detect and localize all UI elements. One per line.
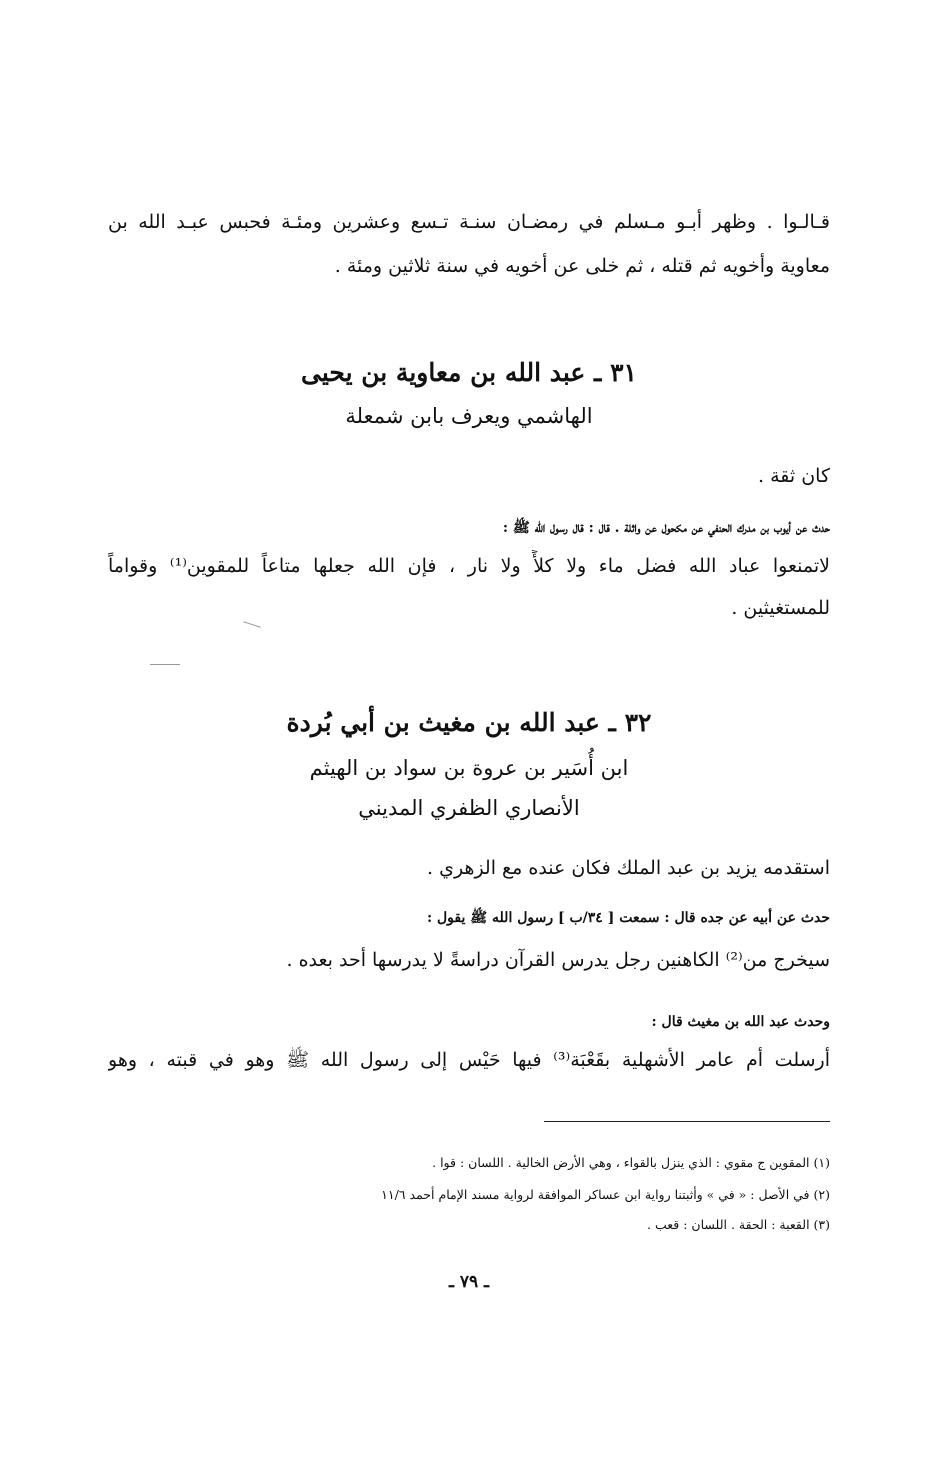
entry-32-title: ٣٢ ـ عبد الله بن مغيث بن أبي بُردة <box>286 708 652 737</box>
footnote-2: (٢) في الأصل : « في » وأثبتنا رواية ابن عساكر الموافقة لرواية مسند الإمام أحمد ١١/٦ <box>381 1187 830 1202</box>
entry-31-isnad: حدث عن أيوب بن مدرك الحنفي عن مكحول عن واثلة . قال : قال رسول الله ﷺ : <box>502 520 830 536</box>
footnote-rule <box>544 1121 830 1122</box>
footnote-1: (١) المقوين ج مقوي : الذي ينزل بالقواء ، وهي الأرض الخالية . اللسان : قوا . <box>432 1155 830 1170</box>
entry-31-title: ٣١ ـ عبد الله بن معاوية بن يحيى <box>301 358 637 387</box>
entry-32-note: استقدمه يزيد بن عبد الملك فكان عنده مع الزهري . <box>427 857 830 879</box>
entry-31-subtitle: الهاشمي ويعرف بابن شمعلة <box>345 404 593 428</box>
entry-32-subtitle-1: ابن أُسَير بن عروة بن سواد بن الهيثم <box>309 756 629 780</box>
intro-line-1: قـالـوا . وظهر أبـو مـسلم في رمضـان سنـة تـسع وعشرين ومئـة فحبس عبـد الله بن <box>108 211 830 233</box>
footnote-3: (٣) القعبة : الحقة . اللسان : قعب . <box>647 1217 830 1232</box>
scan-speck <box>150 664 180 665</box>
entry-32-isnad-1: حدث عن أبيه عن جده قال : سمعت [ ٣٤/ب ] رسول الله ﷺ يقول : <box>426 910 830 926</box>
page-number: ـ ٧٩ ـ <box>448 1272 490 1292</box>
entry-31-hadith-line-1: لاتمنعوا عباد الله فضل ماء ولا كلأً ولا نار ، فإن الله جعلها متاعاً للمقوين⁽¹⁾ وقواماً <box>108 555 830 577</box>
entry-32-hadith-2: أرسلت أم عامر الأشهلية بقَعْبَة⁽³⁾ فيها حَيْس إلى رسول الله ﷺ وهو في قبته ، وهو <box>108 1049 830 1071</box>
entry-31-hadith-line-2: للمستغيثين . <box>731 597 830 619</box>
entry-31-grade: كان ثقة . <box>758 465 830 487</box>
entry-32-hadith-1: سيخرج من⁽²⁾ الكاهنين رجل يدرس القرآن دراسةً لا يدرسها أحد بعده . <box>286 949 830 971</box>
entry-32-isnad-2: وحدث عبد الله بن مغيث قال : <box>651 1014 830 1030</box>
intro-line-2: معاوية وأخويه ثم قتله ، ثم خلى عن أخويه في سنة ثلاثين ومئة . <box>334 255 830 277</box>
entry-32-subtitle-2: الأنصاري الظفري المديني <box>358 796 580 820</box>
